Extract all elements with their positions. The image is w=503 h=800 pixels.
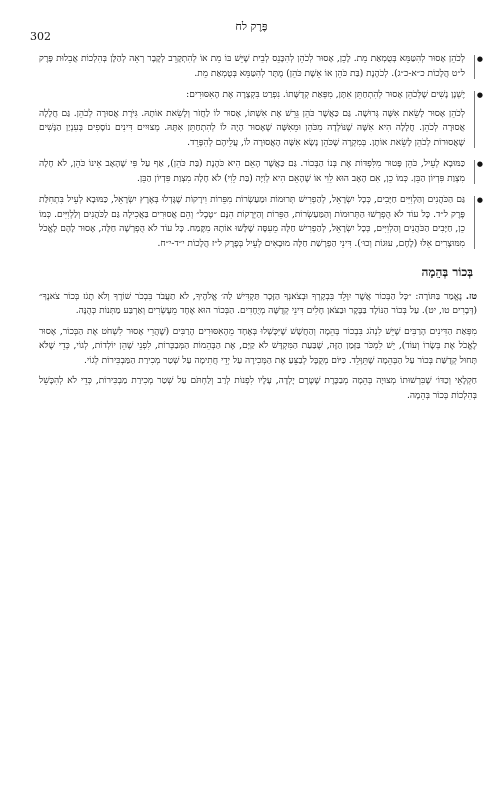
margin-rule [474, 91, 475, 148]
law-item [39, 193, 483, 251]
bullet-icon: ● [476, 160, 483, 168]
item-paragraph: לְכֹהֵן אָסוּר לְהִטַּמֵּא בְּטֻמְאַת מֵת. לָכֵן, אָסוּר לְכֹהֵן לְהִכָּנֵס לְבֵית שֶׁיֵּשׁ בּוֹ מֵת אוֹ לְהִתְקָרֵב לְקֶבֶר רְאֵה לְהַלָּן בְּהִלְכוֹת אֲבֵלוּת פֶּרֶק ל״ט הֲלָכוֹת כ״א-כ״ג). לְכֹהֶנֶת (בַּת כֹּהֵן אוֹ אֵשֶׁת כֹּהֵן) מֻתָּר לְהִטַּמֵּא בְּטֻמְאַת מֵת. [39, 54, 465, 79]
item-paragraph: יֶשְׁנָן נָשִׁים שֶׁלְּכֹהֵן אָסוּר לְהִתְחַתֵּן אִתָּן, מִפְּאַת קְדֻשָּׁתוֹ. נִפְרַט בִּקְצָרָה אֶת הָאִסּוּרִים: [186, 90, 465, 100]
section-paragraph: מִפְּאַת הַדִּינִים הָרַבִּים שֶׁיֵּשׁ לִנְהֹג בִּבְכוֹר בְּהֵמָה וְהַחֲשָׁשׁ שֶׁיִּכָּשְׁלוּ בְּאֶחָד מֵהָאִסּוּרִים הָרַבִּים (שֶׁהֲרֵי אָסוּר לִשְׁחֹט אֶת הַבְּכוֹר, אָסוּר לֶאֱכֹל אֶת בְּשָׂרוֹ וְעוֹד), יֵשׁ לִמְכֹּר בַּזְּמַן הַזֶּה, שֶׁבַּעַת הַמִּקְדָּשׁ לֹא קַיָּם, אֶת הַבְּהֵמוֹת הַמְּבַכְּרוֹת, לִפְנֵי שֶׁהֵן יוֹלְדוֹת, לְגוֹי, כְּדֵי שֶׁלֹּא תָּחוּל קְדֻשַּׁת בְּכוֹר עַל הַבְּהֵמָה שֶׁתֵּוָּלֵד. כַּיּוֹם מְקֻבָּל לְבַצֵּעַ אֶת הַמְּכִירָה עַל יְדֵי חֲתִימָה עַל שְׁטַר מְכִירַת הַמַּבְכִּירוֹת לְגוֹי. [39, 326, 477, 366]
section-number: טז. [465, 291, 477, 302]
law-item [39, 157, 483, 186]
margin-rule [474, 55, 475, 79]
item-paragraph: לְכֹהֵן אָסוּר לָשֵׂאת אִשָּׁה גְּרוּשָׁה. גַּם כַּאֲשֶׁר כֹּהֵן גֵּרֵשׁ אֶת אִשְׁתּוֹ, אָסוּר לוֹ לַחֲזֹר וְלָשֵׂאת אוֹתָהּ. גִּיֹּרֶת אֲסוּרָה לְכֹהֵן. גַּם חֲלָלָה אֲסוּרָה לְכֹהֵן. חֲלָלָה הִיא אִשָּׁה שֶׁנּוֹלְדָה מִכֹּהֵן וּמֵאִשָּׁה שֶׁאָסוּר הָיָה לוֹ לְהִתְחַתֵּן אִתָּהּ. מְצוּיִים דִּינִים נוֹסָפִים בְּעִנְיַן הַנָּשִׁים שֶׁאֲסוּרוֹת לְכֹהֵן לָשֵׂאת אוֹתָן. בְּמִקְרֶה שֶׁכֹּהֵן נָשָׂא אִשָּׁה הָאֲסוּרָה לוֹ, עֲלֵיהֶם לְהִפָּרֵד. [39, 108, 465, 148]
bullet-icon: ● [476, 55, 483, 63]
margin-rule [474, 196, 475, 249]
section-paragraph: חַקְלָאֵי וְכַדּוֹ׳ שֶׁבִּרְשׁוּתוֹ מְצוּיָה בְּהֵמָה מְבַכֶּרֶת שֶׁטֶּרֶם יָלְדָה, עָלָיו לִפְנוֹת לְרַב וְלַחְתֹּם עַל שְׁטַר מְכִירַת מַבְכִּירוֹת, כְּדֵי לֹא לְהִכָּשֵׁל בְּהִלְכוֹת בְּכוֹר בְּהֵמָה. [39, 376, 477, 401]
section-text: נֶאֱמַר בַּתּוֹרָה: ״כָּל הַבְּכוֹר אֲשֶׁר יִוָּלֵד בִּבְקָרְךָ וּבְצֹאנְךָ הַזָּכָר תַּקְדִּישׁ לַה׳ אֱלֹהֶיךָ, לֹא תַעֲבֹד בִּבְכֹר שׁוֹרֶךָ וְלֹא תָגֹז בְּכוֹר צֹאנֶךָ״ (דְּבָרִים טו, יט). עַל בְּכוֹר הַנּוֹלָד בַּבָּקָר וּבַצֹּאן חָלִים דִּינֵי קְדֻשָּׁה מְיֻחָדִים. הַבְּכוֹר הוּא אֶחָד מֵעֶשְׂרִים וְאַרְבַּע מַתְּנוֹת כְּהֻנָּה. [39, 291, 477, 316]
law-item [39, 52, 483, 81]
page-number: 302 [30, 30, 51, 43]
section-body [39, 290, 477, 404]
item-paragraph: כַּמּוּבָא לְעֵיל, כֹּהֵן פָּטוּר מִלִּפְדּוֹת אֶת בְּנוֹ הַבְּכוֹר. גַּם כַּאֲשֶׁר הָאֵם הִיא כֹּהֶנֶת (בַּת כֹּהֵן), אַף עַל פִּי שֶׁהָאָב אֵינוֹ כֹּהֵן, לֹא חָלָה מִצְוַת פִּדְיוֹן הַבֵּן. כְּמוֹ כֵן, אִם הָאָב הוּא לֵוִי אוֹ שֶׁהָאֵם הִיא לְוִיָּה (בַּת לֵוִי) לֹא חָלָה מִצְוַת פִּדְיוֹן הַבֵּן. [39, 159, 465, 184]
bullet-icon: ● [476, 91, 483, 99]
section-heading: בְּכוֹר בְּהֵמָה [421, 265, 473, 279]
bullet-icon: ● [476, 196, 483, 204]
law-item [39, 88, 483, 150]
margin-rule [474, 160, 475, 184]
page-body [39, 52, 483, 409]
page-header [0, 8, 503, 43]
item-paragraph: גַּם הַכֹּהֲנִים וְהַלְוִיִּים חַיָּבִים, כְּכָל יִשְׂרָאֵל, לְהַפְרִישׁ תְּרוּמוֹת וּמַעַשְׂרוֹת מִפֵּרוֹת וִירָקוֹת שֶׁגָּדְלוּ בְּאֶרֶץ יִשְׂרָאֵל, כַּמּוּבָא לְעֵיל בִּתְחִלַּת פֶּרֶק ל״ד. כָּל עוֹד לֹא הֻפְרְשׁוּ הַתְּרוּמוֹת וְהַמַּעַשְׂרוֹת, הַפֵּרוֹת וְהַיְּרָקוֹת הִנָּם ״טֶבֶל״ וְהֵם אֲסוּרִים בַּאֲכִילָה גַּם לַכֹּהֲנִים וְלַלְוִיִּים. כְּמוֹ כֵן, חַיָּבִים הַכֹּהֲנִים וְהַלְוִיִּים, כְּכָל יִשְׂרָאֵל, לְהַפְרִישׁ חַלָּה מֵעִסָּה שֶׁלָּשׁוּ אוֹתָהּ מִקֶּמַח. כָּל עוֹד לֹא הֻפְרְשָׁה חַלָּה, אָסוּר לָהֶם לֶאֱכֹל מִמּוּצָרִים אֵלּוּ (לֶחֶם, עוּגוֹת וְכוּ׳). דִּינֵי הַפְרָשַׁת חַלָּה מוּבָאִים לְעֵיל בְּפֶרֶק ל״ז הֲלָכוֹת י״ד-י״ח. [39, 195, 465, 249]
section-paragraph [39, 290, 477, 319]
chapter-title: פֶּרֶק לח [235, 20, 268, 33]
